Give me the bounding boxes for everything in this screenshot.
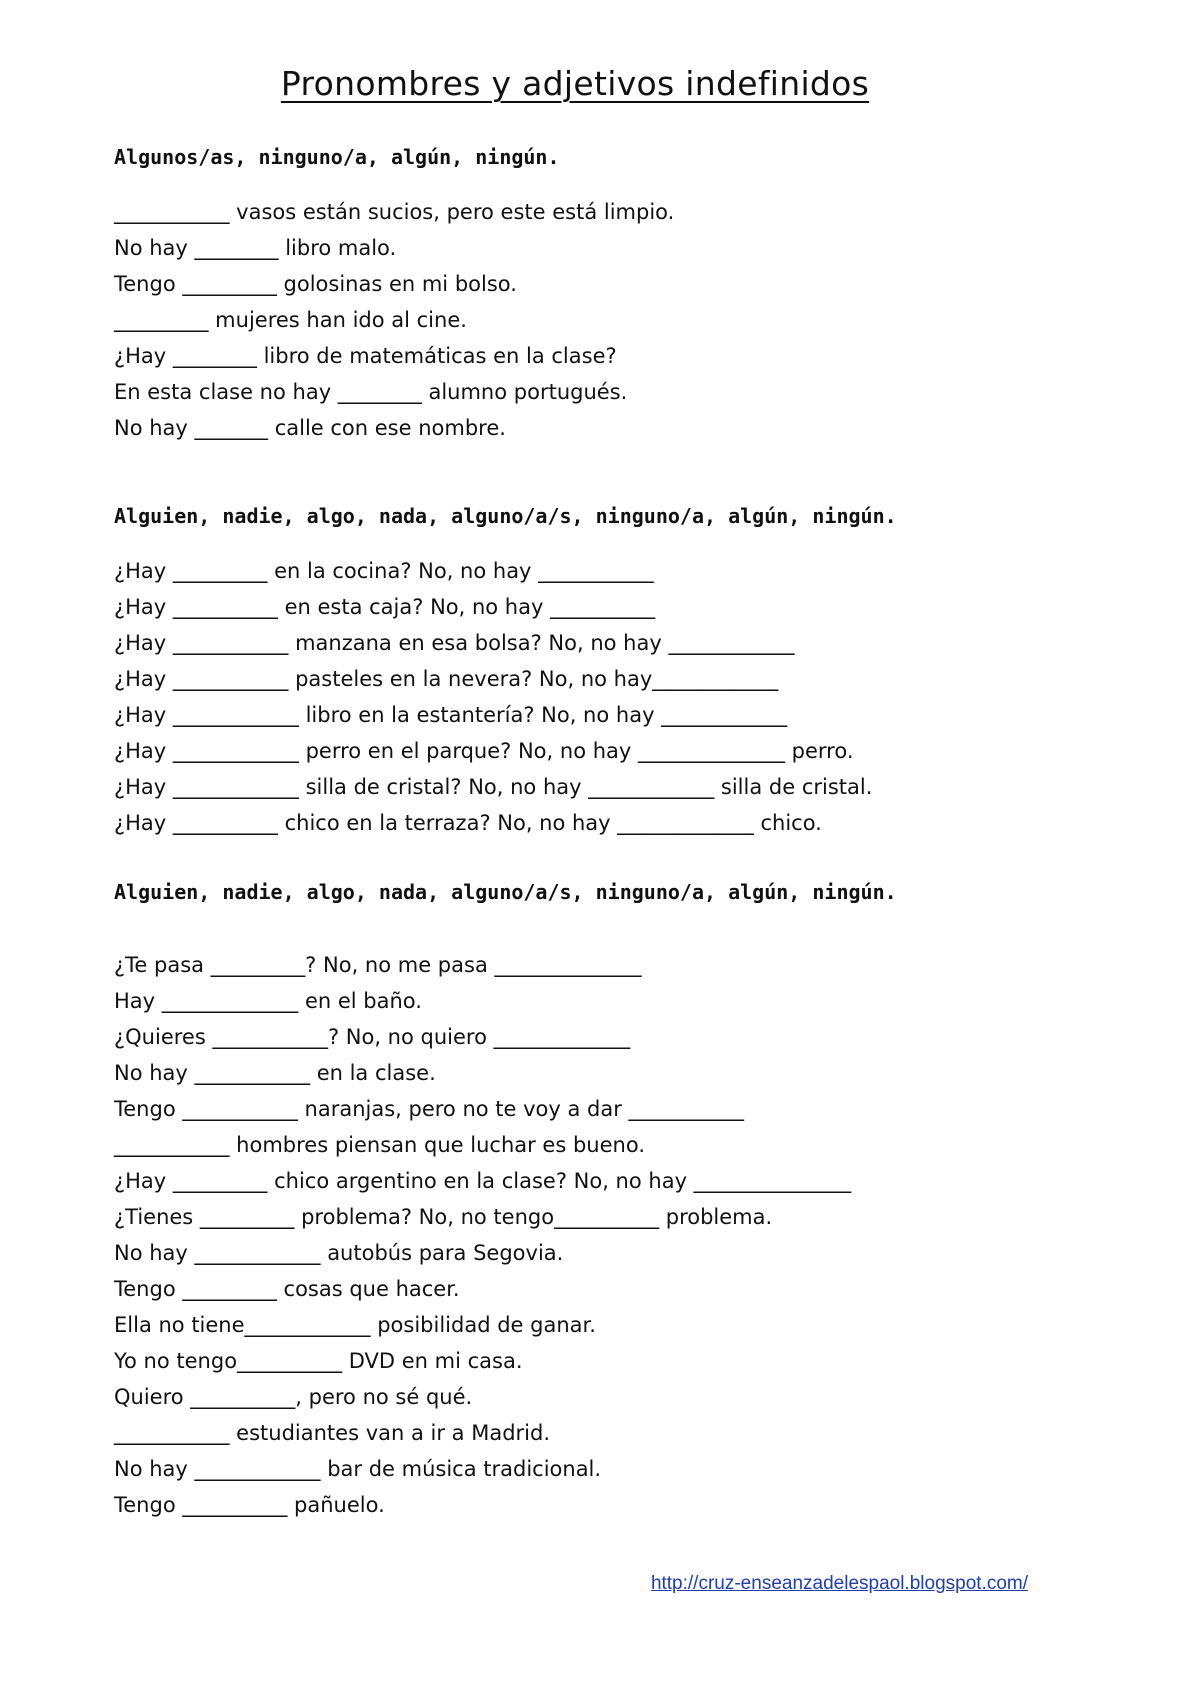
exercise-section-1 [114,141,674,446]
exercise-lines [114,947,897,1523]
exercise-line: ¿Hay ___________ manzana en esa bolsa? No, no hay ____________ [114,631,795,655]
blog-link[interactable]: http://cruz-enseanzadelespaol.blogspot.com/ [650,1573,1028,1594]
exercise-line: Hay _____________ en el baño. [114,989,422,1013]
section-heading: Algunos/as, ninguno/a, algún, ningún. [114,145,560,169]
exercise-line: No hay _______ calle con ese nombre. [114,416,506,440]
exercise-line: Tengo _________ golosinas en mi bolso. [114,272,517,296]
page-title: Pronombres y adjetivos indefinidos [280,64,870,103]
exercise-line: En esta clase no hay ________ alumno portugués. [114,380,628,404]
exercise-line: Tengo ___________ naranjas, pero no te voy a dar ___________ [114,1097,745,1121]
exercise-line: No hay ___________ en la clase. [114,1061,436,1085]
exercise-lines [114,553,897,841]
exercise-line: ¿Hay ________ libro de matemáticas en la clase? [114,344,617,368]
exercise-line: ¿Quieres ___________? No, no quiero _____________ [114,1025,631,1049]
exercise-line: ___________ estudiantes van a ir a Madrid. [114,1421,550,1445]
exercise-line: ¿Hay __________ chico en la terraza? No, no hay _____________ chico. [114,811,822,835]
exercise-line: ___________ hombres piensan que luchar es bueno. [114,1133,645,1157]
exercise-line: Tengo _________ cosas que hacer. [114,1277,460,1301]
exercise-line: Ella no tiene____________ posibilidad de ganar. [114,1313,596,1337]
exercise-line: ¿Hay ____________ silla de cristal? No, no hay ____________ silla de cristal. [114,775,873,799]
exercise-section-3 [114,876,897,1523]
exercise-section-2 [114,500,897,841]
exercise-line: ¿Tienes _________ problema? No, no tengo__________ problema. [114,1205,773,1229]
exercise-line: ___________ vasos están sucios, pero este está limpio. [114,200,675,224]
section-heading: Alguien, nadie, algo, nada, alguno/a/s, ninguno/a, algún, ningún. [114,504,897,528]
exercise-line: ¿Hay _________ chico argentino en la clase? No, no hay _______________ [114,1169,852,1193]
section-heading: Alguien, nadie, algo, nada, alguno/a/s, ninguno/a, algún, ningún. [114,880,897,904]
exercise-line: No hay ____________ autobús para Segovia. [114,1241,564,1265]
exercise-line: No hay ________ libro malo. [114,236,397,260]
exercise-line: ¿Hay ___________ pasteles en la nevera? No, no hay____________ [114,667,779,691]
exercise-line: ¿Hay ____________ libro en la estantería? No, no hay ____________ [114,703,788,727]
exercise-line: Quiero __________, pero no sé qué. [114,1385,473,1409]
exercise-line: ¿Hay __________ en esta caja? No, no hay __________ [114,595,656,619]
exercise-line: No hay ____________ bar de música tradicional. [114,1457,602,1481]
exercise-line: ¿Hay _________ en la cocina? No, no hay ___________ [114,559,654,583]
exercise-line: Tengo __________ pañuelo. [114,1493,385,1517]
exercise-line: ¿Hay ____________ perro en el parque? No, no hay ______________ perro. [114,739,854,763]
exercise-line: _________ mujeres han ido al cine. [114,308,467,332]
exercise-line: Yo no tengo__________ DVD en mi casa. [114,1349,523,1373]
exercise-line: ¿Te pasa _________? No, no me pasa ______________ [114,953,642,977]
exercise-lines [114,194,674,446]
